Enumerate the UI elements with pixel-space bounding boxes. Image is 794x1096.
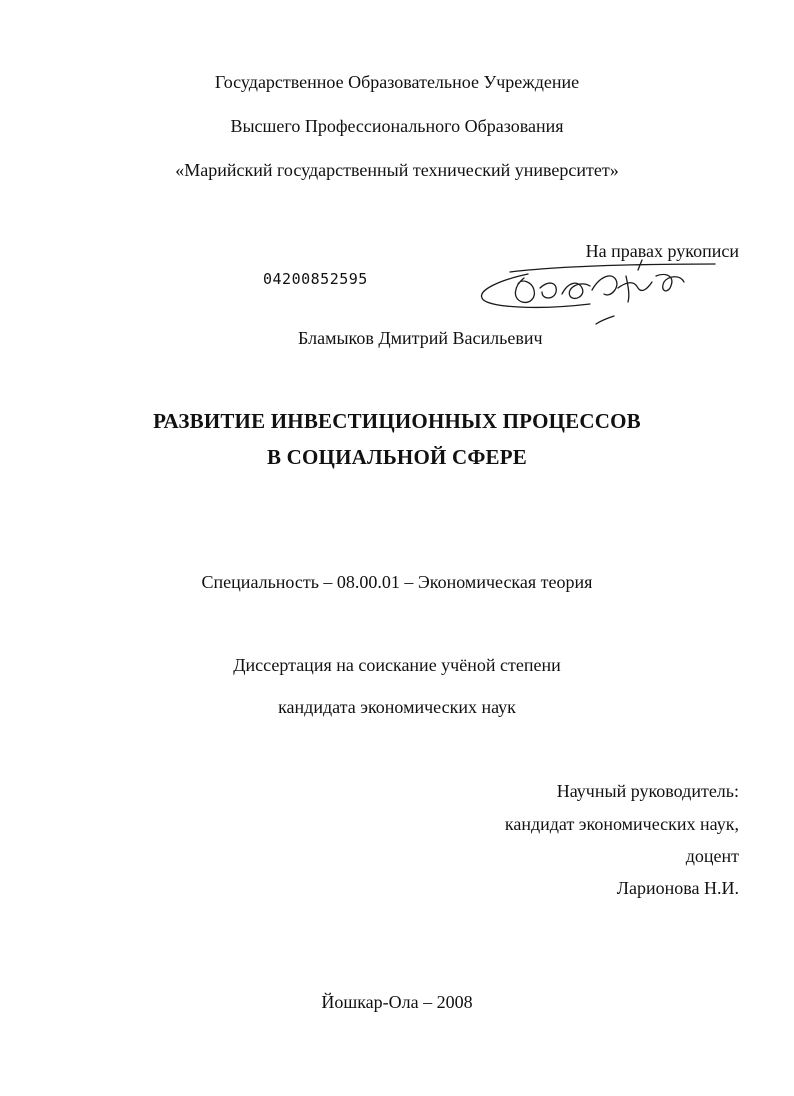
institution-level: Высшего Профессионального Образования: [230, 116, 564, 136]
supervisor-label: Научный руководитель:: [556, 781, 739, 801]
university-name: «Марийский государственный технический университет»: [175, 160, 619, 180]
footer-city-year: Йошкар-Ола – 2008: [321, 992, 473, 1012]
degree-line-2: кандидата экономических наук: [278, 697, 516, 717]
signature-image: [470, 258, 720, 338]
supervisor-degree: кандидат экономических наук,: [504, 814, 739, 834]
supervisor-rank: доцент: [685, 846, 739, 866]
dissertation-title-line-2: В СОЦИАЛЬНОЙ СФЕРЕ: [266, 445, 528, 469]
degree-line-1: Диссертация на соискание учёной степени: [233, 655, 561, 675]
institution-type: Государственное Образовательное Учреждение: [214, 72, 580, 92]
author-name: Бламыков Дмитрий Васильевич: [298, 328, 543, 348]
supervisor-name: Ларионова Н.И.: [616, 878, 739, 898]
manuscript-note: На правах рукописи: [585, 241, 739, 261]
document-number: 04200852595: [263, 270, 368, 288]
specialty: Специальность – 08.00.01 – Экономическая теория: [201, 572, 593, 592]
dissertation-title-line-1: РАЗВИТИЕ ИНВЕСТИЦИОННЫХ ПРОЦЕССОВ: [153, 409, 641, 433]
